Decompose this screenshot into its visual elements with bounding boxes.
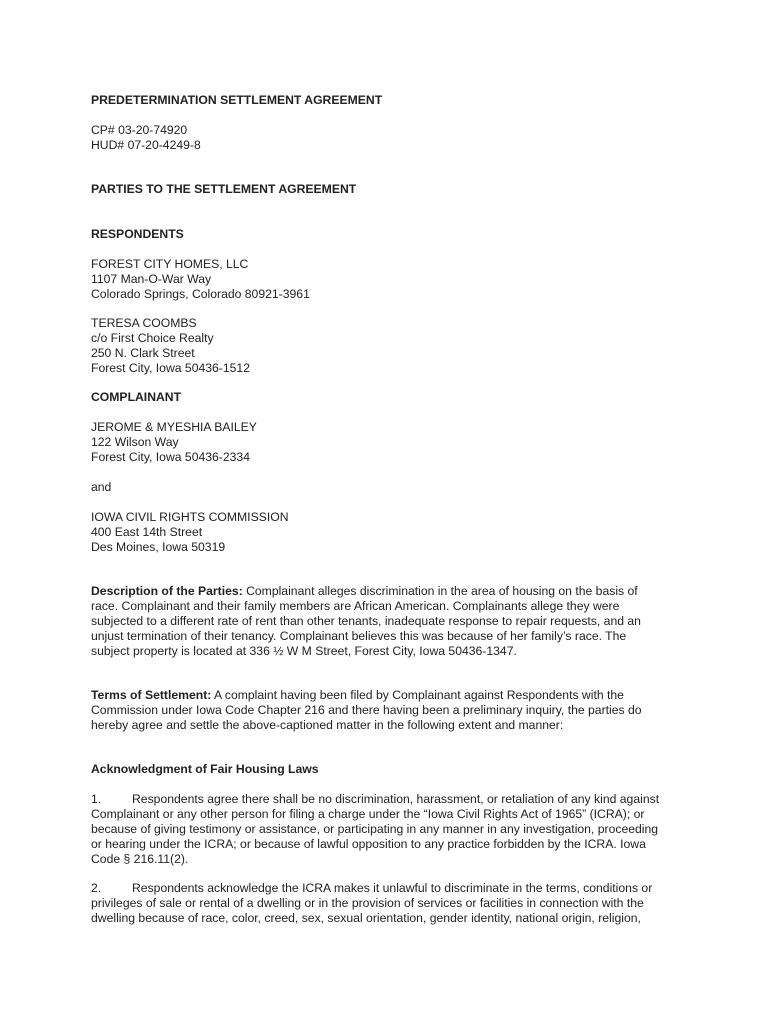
- case-numbers: [91, 123, 681, 153]
- respondent-1-street: 1107 Man-O-War Way: [91, 272, 212, 286]
- hud-number: HUD# 07-20-4249-8: [91, 138, 201, 152]
- complainant-heading: COMPLAINANT: [91, 390, 182, 404]
- terms-line-1: Terms of Settlement: A complaint having been filed by Complainant against Respondents with the: [91, 688, 624, 702]
- terms-label: Terms of Settlement:: [91, 688, 212, 702]
- respondent-2-care-of: c/o First Choice Realty: [91, 331, 214, 345]
- item-2-number: 2.: [91, 881, 102, 895]
- respondent-2-name: TERESA COOMBS: [91, 316, 197, 330]
- terms-line-3: hereby agree and settle the above-captioned matter in the following extent and manner:: [91, 718, 564, 732]
- item-2-line-3: dwelling because of race, color, creed, sex, sexual orientation, gender identity, national origin, religion,: [91, 911, 641, 925]
- item-2-line-2: privileges of sale or rental of a dwelling or in the provision of services or facilities in connection with the: [91, 896, 644, 910]
- item-1-line-3: because of giving testimony or assistance, or participating in any manner in any investigation, proceeding: [91, 822, 659, 836]
- item-1-line-4: or hearing under the ICRA; or because of lawful opposition to any practice forbidden by the ICRA. Iowa: [91, 837, 646, 851]
- parties-heading: PARTIES TO THE SETTLEMENT AGREEMENT: [91, 182, 357, 196]
- and-text: and: [91, 480, 112, 494]
- terms-paragraph: [91, 688, 681, 733]
- respondents-heading: RESPONDENTS: [91, 227, 184, 241]
- respondent-2-street: 250 N. Clark Street: [91, 346, 195, 360]
- respondent-2-city: Forest City, Iowa 50436-1512: [91, 361, 250, 375]
- complainant-name: JEROME & MYESHIA BAILEY: [91, 420, 257, 434]
- document-title: PREDETERMINATION SETTLEMENT AGREEMENT: [91, 93, 383, 107]
- commission-street: 400 East 14th Street: [91, 525, 203, 539]
- description-line-1: Description of the Parties: Complainant alleges discrimination in the area of housing on the basis of: [91, 584, 638, 598]
- description-line-4: unjust termination of their tenancy. Complainant believes this was because of her family’s race. The: [91, 629, 627, 643]
- item-1-line-5: Code § 216.11(2).: [91, 852, 189, 866]
- description-paragraph: [91, 584, 681, 659]
- respondent-1-address: [91, 257, 681, 302]
- terms-line-2: Commission under Iowa Code Chapter 216 and there having been a preliminary inquiry, the parties do: [91, 703, 642, 717]
- commission-address: [91, 510, 681, 555]
- cp-number: CP# 03-20-74920: [91, 123, 188, 137]
- complainant-city: Forest City, Iowa 50436-2334: [91, 450, 250, 464]
- item-1-number: 1.: [91, 792, 102, 806]
- acknowledgment-heading: Acknowledgment of Fair Housing Laws: [91, 762, 319, 776]
- commission-name: IOWA CIVIL RIGHTS COMMISSION: [91, 510, 289, 524]
- item-2-line-1: 2. Respondents acknowledge the ICRA makes it unlawful to discriminate in the terms, conditions or: [91, 881, 653, 895]
- item-2-paragraph: [91, 881, 681, 926]
- item-1-line-1: 1. Respondents agree there shall be no discrimination, harassment, or retaliation of any kind against: [91, 792, 660, 806]
- description-line-3: subjected to a different rate of rent than other tenants, inadequate response to repair requests, and an: [91, 614, 641, 628]
- commission-city: Des Moines, Iowa 50319: [91, 540, 226, 554]
- description-line-2: race. Complainant and their family members are African American. Complainants allege they were: [91, 599, 620, 613]
- item-1-paragraph: [91, 792, 681, 867]
- complainant-address: [91, 420, 681, 465]
- complainant-street: 122 Wilson Way: [91, 435, 179, 449]
- description-label: Description of the Parties:: [91, 584, 243, 598]
- item-1-line-2: Complainant or any other person for filing a charge under the “Iowa Civil Rights Act of 1965” (ICRA); or: [91, 807, 645, 821]
- respondent-1-city: Colorado Springs, Colorado 80921-3961: [91, 287, 310, 301]
- respondent-2-address: [91, 316, 681, 376]
- respondent-1-name: FOREST CITY HOMES, LLC: [91, 257, 249, 271]
- description-line-5: subject property is located at 336 ½ W M Street, Forest City, Iowa 50436-1347.: [91, 644, 517, 658]
- document-page: [91, 93, 681, 926]
